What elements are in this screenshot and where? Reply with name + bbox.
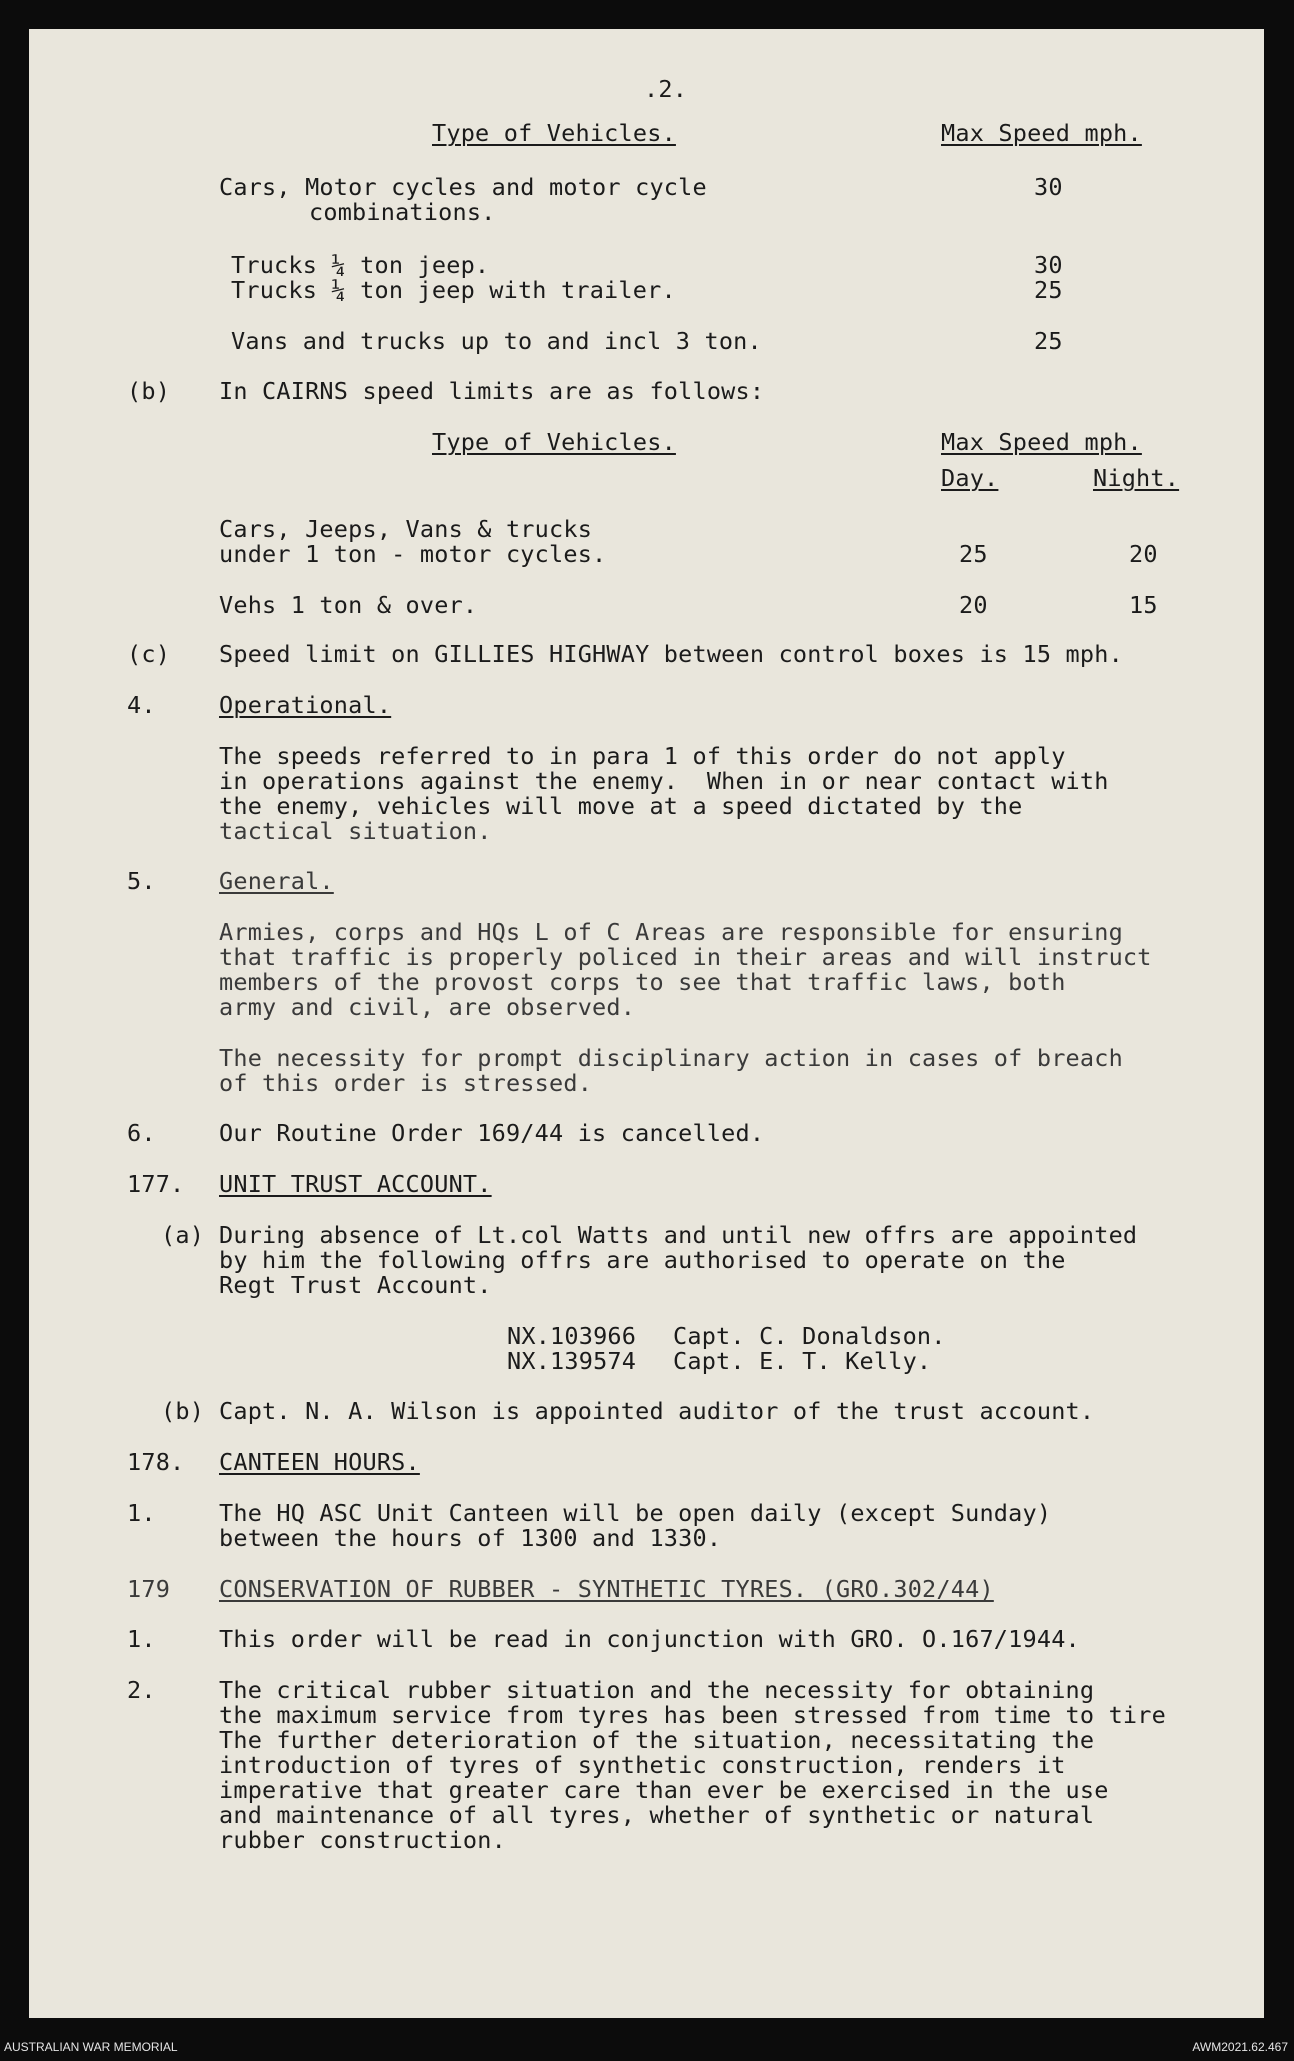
sec4-heading: Operational. xyxy=(219,691,392,719)
table2-row1-night: 20 xyxy=(1129,540,1158,568)
para-c-num: (c) xyxy=(127,640,171,668)
sec179-p2-num: 2. xyxy=(127,1676,156,1704)
sec178-num: 178. xyxy=(127,1448,185,1476)
table2-row2-night: 15 xyxy=(1129,591,1158,619)
table1-row1-type: Cars, Motor cycles and motor cycle xyxy=(219,173,707,201)
para-b-num: (b) xyxy=(127,377,171,405)
sec178-heading: CANTEEN HOURS. xyxy=(219,1448,420,1476)
table1-row3-type: Trucks ¼ ton jeep with trailer. xyxy=(231,276,676,304)
sec177-b-text: Capt. N. A. Wilson is appointed auditor of the trust account. xyxy=(219,1397,1095,1425)
sec4-line-4: tactical situation. xyxy=(219,817,492,845)
sec4-line-1: The speeds referred to in para 1 of this order do not apply xyxy=(219,742,1066,770)
sec177-a-num: (a) xyxy=(161,1221,205,1249)
table1-row2-speed: 30 xyxy=(1034,251,1063,279)
sec177-num: 177. xyxy=(127,1170,185,1198)
sec177-a-line-2: by him the following offrs are authorised to operate on the xyxy=(219,1246,1066,1274)
sec6-text: Our Routine Order 169/44 is cancelled. xyxy=(219,1119,765,1147)
table2-col-type: Type of Vehicles. xyxy=(432,428,676,456)
table1-row1-speed: 30 xyxy=(1034,173,1063,201)
document-page xyxy=(29,29,1264,2018)
sec179-p2-line-4: introduction of tyres of synthetic construction, renders it xyxy=(219,1751,1066,1779)
sec177-a-line-3: Regt Trust Account. xyxy=(219,1271,492,1299)
table2-row1-type: Cars, Jeeps, Vans & trucks xyxy=(219,515,593,543)
table1-col-speed: Max Speed mph. xyxy=(941,119,1142,147)
table1-row1-type-cont: combinations. xyxy=(309,198,496,226)
sec5-p1-line-3: members of the provost corps to see that traffic laws, both xyxy=(219,968,1066,996)
sec179-p1-num: 1. xyxy=(127,1625,156,1653)
sec5-heading: General. xyxy=(219,867,334,895)
sec178-line-2: between the hours of 1300 and 1330. xyxy=(219,1524,722,1552)
table1-row2-type: Trucks ¼ ton jeep. xyxy=(231,251,490,279)
sec179-num: 179 xyxy=(127,1575,171,1603)
sec179-p2-line-2: the maximum service from tyres has been stressed from time to tire xyxy=(219,1701,1166,1729)
sec5-p1-line-4: army and civil, are observed. xyxy=(219,993,636,1021)
sec5-p1-line-2: that traffic is properly policed in their areas and will instruct xyxy=(219,943,1152,971)
table2-row1-day: 25 xyxy=(959,540,988,568)
table2-col-speed: Max Speed mph. xyxy=(941,428,1142,456)
para-b-text: In CAIRNS speed limits are as follows: xyxy=(219,377,765,405)
page-number: .2. xyxy=(644,75,688,103)
officer-2-name: Capt. E. T. Kelly. xyxy=(673,1347,932,1375)
footer-item-id: AWM2021.62.467 xyxy=(1192,2040,1288,2054)
sec4-num: 4. xyxy=(127,691,156,719)
table2-col-day: Day. xyxy=(941,464,999,492)
sec179-p2-line-3: The further deterioration of the situation, necessitating the xyxy=(219,1726,1095,1754)
para-c-text: Speed limit on GILLIES HIGHWAY between control boxes is 15 mph. xyxy=(219,640,1123,668)
table2-row2-day: 20 xyxy=(959,591,988,619)
sec4-line-2: in operations against the enemy. When in or near contact with xyxy=(219,767,1109,795)
sec4-line-3: the enemy, vehicles will move at a speed dictated by the xyxy=(219,792,1023,820)
officer-1-name: Capt. C. Donaldson. xyxy=(673,1322,946,1350)
sec178-line-1: The HQ ASC Unit Canteen will be open daily (except Sunday) xyxy=(219,1499,1052,1527)
table1-row4-type: Vans and trucks up to and incl 3 ton. xyxy=(231,327,762,355)
sec5-num: 5. xyxy=(127,867,156,895)
officer-1-number: NX.103966 xyxy=(507,1322,637,1350)
sec179-p2-line-5: imperative that greater care than ever be exercised in the use xyxy=(219,1776,1109,1804)
sec179-p2-line-7: rubber construction. xyxy=(219,1826,506,1854)
sec179-heading: CONSERVATION OF RUBBER - SYNTHETIC TYRES. (GRO.302/44) xyxy=(219,1575,994,1603)
sec179-p2-line-1: The critical rubber situation and the necessity for obtaining xyxy=(219,1676,1095,1704)
table1-row4-speed: 25 xyxy=(1034,327,1063,355)
sec5-p1-line-1: Armies, corps and HQs L of C Areas are responsible for ensuring xyxy=(219,918,1123,946)
footer-archive-name: AUSTRALIAN WAR MEMORIAL xyxy=(4,2040,178,2054)
table1-row3-speed: 25 xyxy=(1034,276,1063,304)
sec179-p1-text: This order will be read in conjunction with GRO. O.167/1944. xyxy=(219,1625,1080,1653)
sec177-b-num: (b) xyxy=(161,1397,205,1425)
sec179-p2-line-6: and maintenance of all tyres, whether of synthetic or natural xyxy=(219,1801,1095,1829)
sec5-p2-line-2: of this order is stressed. xyxy=(219,1069,593,1097)
sec5-p2-line-1: The necessity for prompt disciplinary action in cases of breach xyxy=(219,1044,1123,1072)
table2-row2-type: Vehs 1 ton & over. xyxy=(219,591,478,619)
sec6-num: 6. xyxy=(127,1119,156,1147)
officer-2-number: NX.139574 xyxy=(507,1347,637,1375)
table2-col-night: Night. xyxy=(1093,464,1180,492)
table1-col-type: Type of Vehicles. xyxy=(432,119,676,147)
sec177-heading: UNIT TRUST ACCOUNT. xyxy=(219,1170,492,1198)
table2-row1-type-cont: under 1 ton - motor cycles. xyxy=(219,540,607,568)
sec178-sub-num: 1. xyxy=(127,1499,156,1527)
sec177-a-line-1: During absence of Lt.col Watts and until new offrs are appointed xyxy=(219,1221,1138,1249)
